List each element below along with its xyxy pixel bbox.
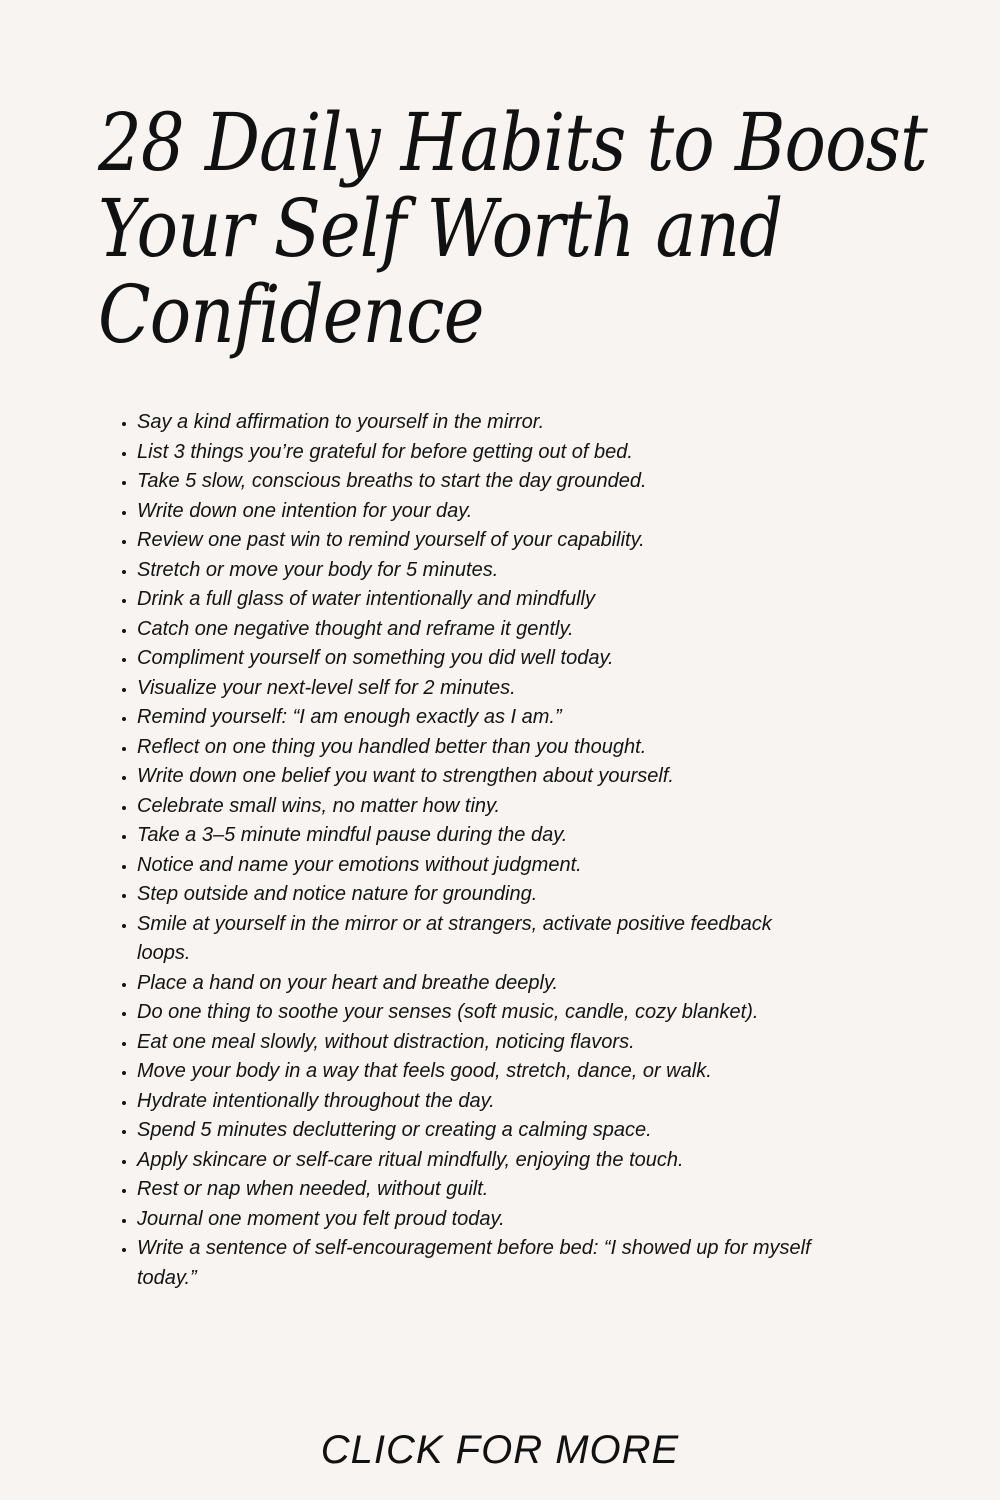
habit-item: • Journal one moment you felt proud today. (137, 1205, 817, 1235)
habit-item: • Write down one intention for your day. (137, 497, 817, 527)
habit-item: • Step outside and notice nature for grounding. (137, 880, 817, 910)
habit-item: • Reflect on one thing you handled better than you thought. (137, 733, 817, 763)
habit-list (113, 408, 817, 1293)
habit-item: • Take a 3–5 minute mindful pause during the day. (137, 821, 817, 851)
habit-item: • Apply skincare or self-care ritual mindfully, enjoying the touch. (137, 1146, 817, 1176)
habit-item: • Write a sentence of self-encouragement before bed: “I showed up for myself today.” (137, 1234, 817, 1293)
habit-item: • Compliment yourself on something you did well today. (137, 644, 817, 674)
habit-item: • Review one past win to remind yourself of your capability. (137, 526, 817, 556)
habit-item: • Say a kind affirmation to yourself in the mirror. (137, 408, 817, 438)
habit-item: • Smile at yourself in the mirror or at strangers, activate positive feedback loops. (137, 910, 817, 969)
habit-item: • Catch one negative thought and reframe it gently. (137, 615, 817, 645)
title-line: Your Self Worth and (98, 182, 783, 275)
title-line: Confidence (98, 268, 484, 361)
click-for-more-link[interactable]: CLICK FOR MORE (320, 1428, 680, 1472)
habit-item: • Write down one belief you want to strengthen about yourself. (137, 762, 817, 792)
habit-item: • Take 5 slow, conscious breaths to start the day grounded. (137, 467, 817, 497)
habit-item: • Eat one meal slowly, without distraction, noticing flavors. (137, 1028, 817, 1058)
habit-item: • Rest or nap when needed, without guilt. (137, 1175, 817, 1205)
page-title (98, 96, 927, 361)
habit-item: • Spend 5 minutes decluttering or creating a calming space. (137, 1116, 817, 1146)
title-line: 28 Daily Habits to Boost (98, 96, 927, 189)
habit-item: • Drink a full glass of water intentionally and mindfully (137, 585, 817, 615)
habit-item: • Visualize your next-level self for 2 minutes. (137, 674, 817, 704)
habit-item: • Stretch or move your body for 5 minutes. (137, 556, 817, 586)
habit-item: • Place a hand on your heart and breathe deeply. (137, 969, 817, 999)
habit-item: • Celebrate small wins, no matter how tiny. (137, 792, 817, 822)
habit-item: • Notice and name your emotions without judgment. (137, 851, 817, 881)
habit-item: • List 3 things you’re grateful for before getting out of bed. (137, 438, 817, 468)
habit-item: • Hydrate intentionally throughout the day. (137, 1087, 817, 1117)
habit-item: • Do one thing to soothe your senses (soft music, candle, cozy blanket). (137, 998, 817, 1028)
habit-item: • Move your body in a way that feels good, stretch, dance, or walk. (137, 1057, 817, 1087)
habit-item: • Remind yourself: “I am enough exactly as I am.” (137, 703, 817, 733)
